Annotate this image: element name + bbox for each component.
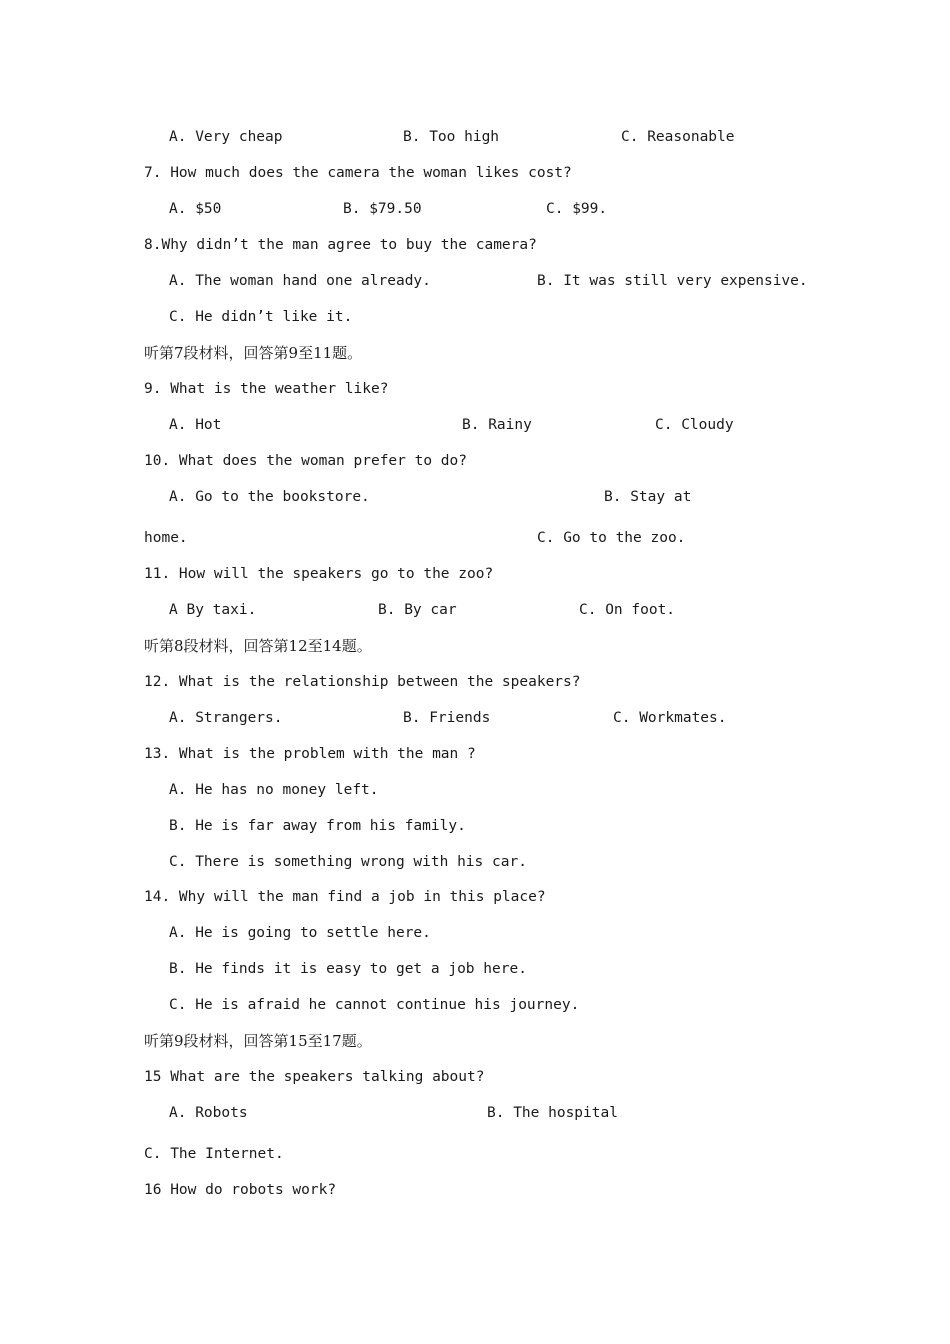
q10-option-c: C. Go to the zoo. <box>537 530 686 546</box>
q12-option-b: B. Friends <box>403 710 491 726</box>
question-12: 12. What is the relationship between the speakers? <box>144 674 581 690</box>
q8-option-a: A. The woman hand one already. <box>169 273 431 289</box>
q7-option-b: B. $79.50 <box>343 201 422 217</box>
q11-option-b: B. By car <box>378 602 457 618</box>
q9-option-b: B. Rainy <box>462 417 532 433</box>
section-8-heading: 听第8段材料，回答第12至14题。 <box>144 637 372 655</box>
q9-option-a: A. Hot <box>169 417 222 433</box>
question-7: 7. How much does the camera the woman likes cost? <box>144 165 572 181</box>
question-11: 11. How will the speakers go to the zoo? <box>144 566 494 582</box>
question-8: 8.Why didn’t the man agree to buy the camera? <box>144 237 537 253</box>
question-13: 13. What is the problem with the man ? <box>144 746 476 762</box>
q15-option-c: C. The Internet. <box>144 1146 284 1162</box>
q10-option-b-continued: home. <box>144 530 188 546</box>
q9-option-c: C. Cloudy <box>655 417 734 433</box>
q6-option-c: C. Reasonable <box>621 129 735 145</box>
q14-option-a: A. He is going to settle here. <box>169 925 431 941</box>
q8-option-c: C. He didn’t like it. <box>169 309 353 325</box>
q12-option-a: A. Strangers. <box>169 710 283 726</box>
q6-option-a: A. Very cheap <box>169 129 283 145</box>
q13-option-b: B. He is far away from his family. <box>169 818 466 834</box>
q13-option-c: C. There is something wrong with his car. <box>169 854 527 870</box>
q15-option-b: B. The hospital <box>487 1105 618 1121</box>
question-14: 14. Why will the man find a job in this place? <box>144 889 546 905</box>
q15-option-a: A. Robots <box>169 1105 248 1121</box>
q14-option-b: B. He finds it is easy to get a job here. <box>169 961 527 977</box>
q12-option-c: C. Workmates. <box>613 710 727 726</box>
question-9: 9. What is the weather like? <box>144 381 389 397</box>
q8-option-b: B. It was still very expensive. <box>537 273 808 289</box>
q10-option-b: B. Stay at <box>604 489 692 505</box>
section-7-heading: 听第7段材料，回答第9至11题。 <box>144 344 363 362</box>
q11-option-c: C. On foot. <box>579 602 676 618</box>
q7-option-a: A. $50 <box>169 201 222 217</box>
question-10: 10. What does the woman prefer to do? <box>144 453 468 469</box>
q13-option-a: A. He has no money left. <box>169 782 379 798</box>
q11-option-a: A By taxi. <box>169 602 257 618</box>
q14-option-c: C. He is afraid he cannot continue his journey. <box>169 997 580 1013</box>
question-15: 15 What are the speakers talking about? <box>144 1069 485 1085</box>
section-9-heading: 听第9段材料，回答第15至17题。 <box>144 1032 372 1050</box>
q10-option-a: A. Go to the bookstore. <box>169 489 370 505</box>
question-16: 16 How do robots work? <box>144 1182 337 1198</box>
q6-option-b: B. Too high <box>403 129 500 145</box>
q7-option-c: C. $99. <box>546 201 608 217</box>
